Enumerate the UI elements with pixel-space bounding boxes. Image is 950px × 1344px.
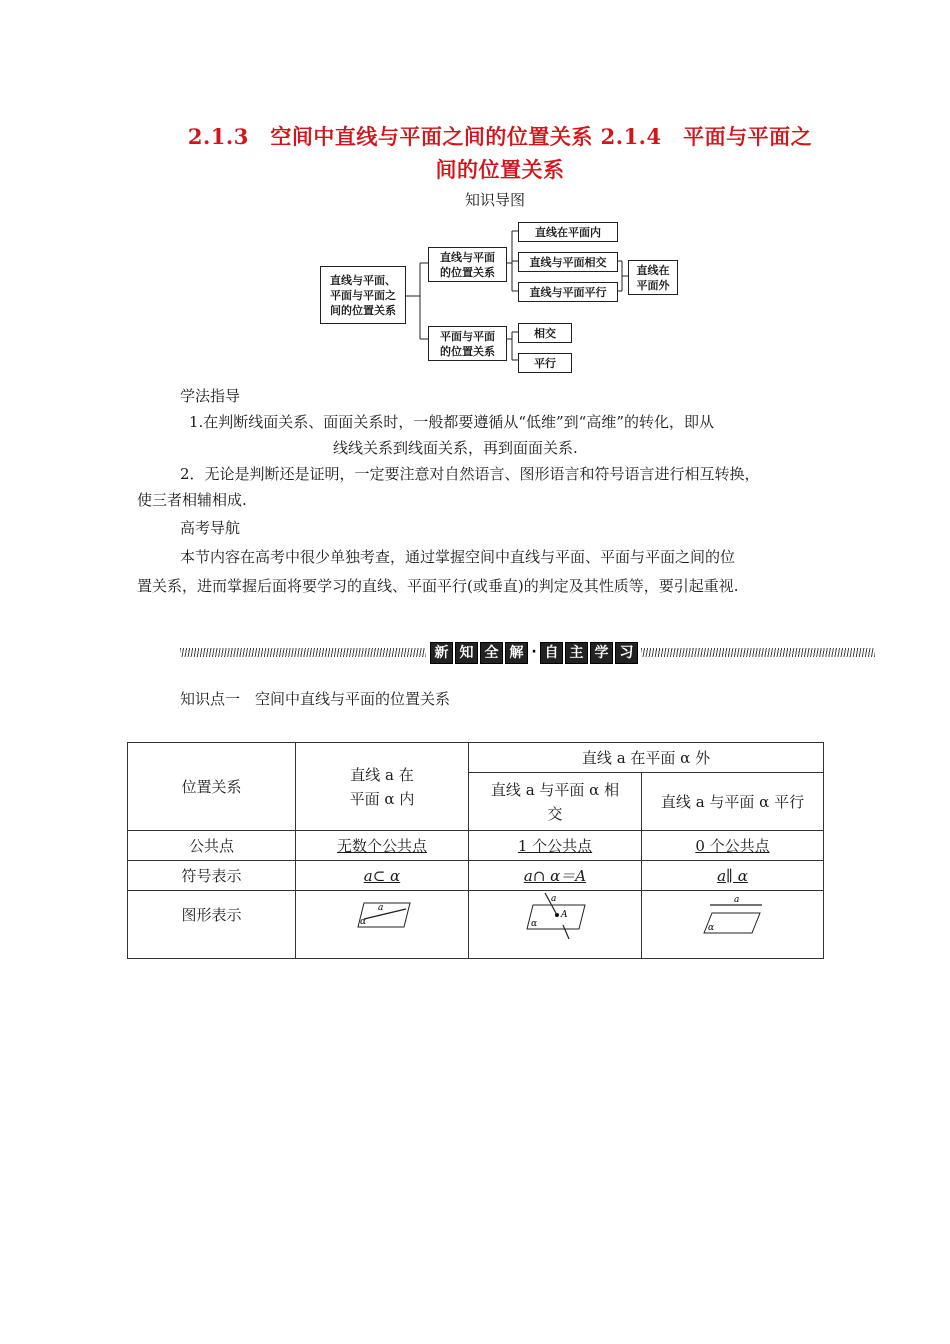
svg-text:a: a xyxy=(378,903,384,913)
mindmap-item-in-plane: 直线在平面内 xyxy=(518,222,618,242)
banner-hatch-left xyxy=(180,648,426,657)
study-point-2b: 使三者相辅相成. xyxy=(137,491,247,509)
figure-line-intersect-plane xyxy=(469,891,641,951)
mindmap-item-planes-intersect: 相交 xyxy=(518,323,572,343)
exam-heading: 高考导航 xyxy=(180,519,241,537)
svg-text:α: α xyxy=(531,919,538,929)
figure-line-in-plane xyxy=(296,891,468,951)
header-intersect: 直线 a 与平面 α 相 交 xyxy=(469,773,642,831)
banner-label: 新 知 全 解 · 自 主 学 习 xyxy=(430,642,640,664)
header-outside-plane: 直线 a 在平面 α 外 xyxy=(469,743,824,773)
symbol-parallel: a∥ α xyxy=(717,866,748,885)
page-title-line1: 2.1.3 空间中直线与平面之间的位置关系 2.1.4 平面与平面之 xyxy=(187,124,813,149)
common-points-in-plane: 无数个公共点 xyxy=(336,836,427,855)
study-heading: 学法指导 xyxy=(180,387,241,405)
page-title-line2: 间的位置关系 xyxy=(435,157,565,182)
map-heading: 知识导图 xyxy=(465,191,526,209)
mindmap-item-intersect: 直线与平面相交 xyxy=(518,252,618,272)
study-point-1b: 线线关系到线面关系，再到面面关系. xyxy=(333,439,578,457)
svg-text:a: a xyxy=(551,894,557,904)
svg-text:α: α xyxy=(708,923,715,933)
header-parallel: 直线 a 与平面 α 平行 xyxy=(642,773,824,831)
mindmap-item-planes-parallel: 平行 xyxy=(518,353,572,373)
study-point-2a: 2．无论是判断还是证明，一定要注意对自然语言、图形语言和符号语言进行相互转换， xyxy=(180,465,760,483)
exam-text-b: 置关系，进而掌握后面将要学习的直线、平面平行(或垂直)的判定及其性质等，要引起重视. xyxy=(137,577,739,595)
header-relation: 位置关系 xyxy=(128,743,296,831)
svg-text:α: α xyxy=(360,917,367,927)
row-symbol-label: 符号表示 xyxy=(128,861,296,891)
mindmap-item-outside: 直线在 平面外 xyxy=(628,260,678,295)
mindmap-item-parallel: 直线与平面平行 xyxy=(518,282,618,302)
row-common-points-label: 公共点 xyxy=(128,831,296,861)
knowledge-point-heading: 知识点一 空间中直线与平面的位置关系 xyxy=(180,690,451,708)
relation-table xyxy=(127,742,824,959)
common-points-intersect: 1 个公共点 xyxy=(517,836,593,855)
svg-text:A: A xyxy=(561,910,568,920)
mindmap-branch-plane-plane: 平面与平面 的位置关系 xyxy=(428,326,507,361)
header-in-plane: 直线 a 在 平面 α 内 xyxy=(296,743,469,831)
exam-text-a: 本节内容在高考中很少单独考查，通过掌握空间中直线与平面、平面与平面之间的位 xyxy=(180,548,736,566)
mindmap-branch-line-plane: 直线与平面 的位置关系 xyxy=(428,247,507,282)
section-banner xyxy=(180,639,875,667)
study-point-1a: 1.在判断线面关系、面面关系时，一般都要遵循从“低维”到“高维”的转化，即从 xyxy=(189,413,714,431)
figure-line-parallel-plane xyxy=(642,891,823,951)
banner-hatch-right xyxy=(641,648,875,657)
row-figure-label: 图形表示 xyxy=(128,891,296,959)
common-points-parallel: 0 个公共点 xyxy=(695,836,770,855)
knowledge-mindmap xyxy=(316,218,696,368)
svg-text:a: a xyxy=(734,895,740,905)
symbol-in-plane: a⊂ α xyxy=(363,866,401,885)
mindmap-root: 直线与平面、 平面与平面之 间的位置关系 xyxy=(320,266,406,324)
symbol-intersect: a∩ α＝A xyxy=(523,866,587,885)
